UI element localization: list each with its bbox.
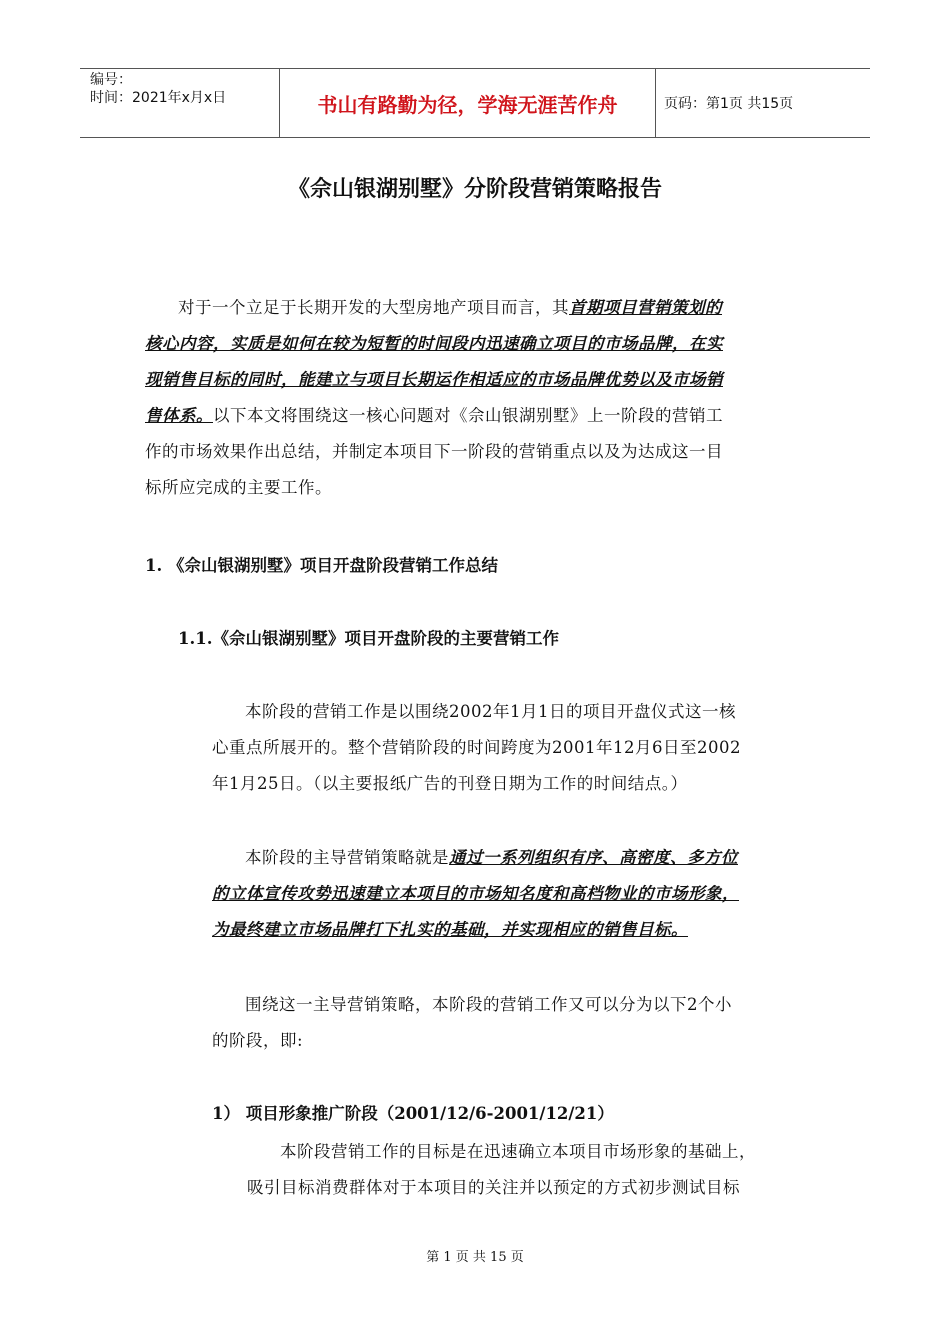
page-footer: 第 1 页 共 15 页 [426, 1250, 524, 1265]
intro-text-4: 标所应完成的主要工作。 [145, 478, 332, 497]
header-meta [80, 69, 280, 137]
paragraph-c [212, 987, 812, 1059]
paragraph-d [247, 1134, 827, 1206]
section-heading-1-1: 1.1.《佘山银湖别墅》项目开盘阶段的主要营销工作 [178, 629, 559, 648]
intro-text-2: 以下本文将围绕这一核心问题对《佘山银湖别墅》上一阶段的营销工 [213, 406, 723, 425]
intro-highlight-4: 售体系。 [145, 406, 213, 425]
intro-paragraph [145, 290, 815, 506]
paragraph-a-line-1: 本阶段的营销工作是以围绕2002年1月1日的项目开盘仪式这一核 [245, 702, 736, 721]
document-header [80, 68, 870, 138]
document-title: 《佘山银湖别墅》分阶段营销策略报告 [287, 177, 662, 202]
paragraph-a-line-3: 年1月25日。（以主要报纸广告的刊登日期为工作的时间结点。） [212, 774, 688, 793]
intro-text-1: 对于一个立足于长期开发的大型房地产项目而言，其 [178, 298, 569, 317]
serial-number-label: 编号： [90, 72, 132, 88]
paragraph-d-line-1: 本阶段营销工作的目标是在迅速确立本项目市场形象的基础上， [280, 1142, 756, 1161]
paragraph-c-line-1: 围绕这一主导营销策略，本阶段的营销工作又可以分为以下2个小 [245, 995, 732, 1014]
intro-highlight-3: 现销售目标的同时，能建立与项目长期运作相适应的市场品牌优势以及市场销 [145, 370, 723, 389]
intro-text-3: 作的市场效果作出总结，并制定本项目下一阶段的营销重点以及为达成这一目 [145, 442, 723, 461]
paragraph-b-highlight-3: 为最终建立市场品牌打下扎实的基础，并实现相应的销售目标。 [212, 920, 688, 939]
intro-highlight-2: 核心内容，实质是如何在较为短暂的时间段内迅速确立项目的市场品牌，在实 [145, 334, 723, 353]
paragraph-c-line-2: 的阶段，即: [212, 1031, 304, 1050]
header-motto: 书山有路勤为径，学海无涯苦作舟 [280, 69, 656, 137]
paragraph-b-highlight-2: 的立体宣传攻势迅速建立本项目的市场知名度和高档物业的市场形象， [212, 884, 739, 903]
section-heading-1: 1. 《佘山银湖别墅》项目开盘阶段营销工作总结 [145, 556, 498, 575]
paragraph-b-highlight-1: 通过一系列组织有序、高密度、多方位 [449, 848, 738, 867]
time-label: 时间：2021年x月x日 [90, 90, 227, 106]
stage-1-heading: 1） 项目形象推广阶段（2001/12/6-2001/12/21） [212, 1104, 614, 1123]
paragraph-b [212, 840, 812, 948]
paragraph-a-line-2: 心重点所展开的。整个营销阶段的时间跨度为2001年12月6日至2002 [212, 738, 741, 757]
header-page-info: 页码：第1页 共15页 [664, 96, 794, 112]
intro-highlight-1: 首期项目营销策划的 [569, 298, 722, 317]
paragraph-b-text: 本阶段的主导营销策略就是 [245, 848, 449, 867]
paragraph-d-line-2: 吸引目标消费群体对于本项目的关注并以预定的方式初步测试目标 [247, 1178, 740, 1197]
paragraph-a [212, 694, 812, 802]
